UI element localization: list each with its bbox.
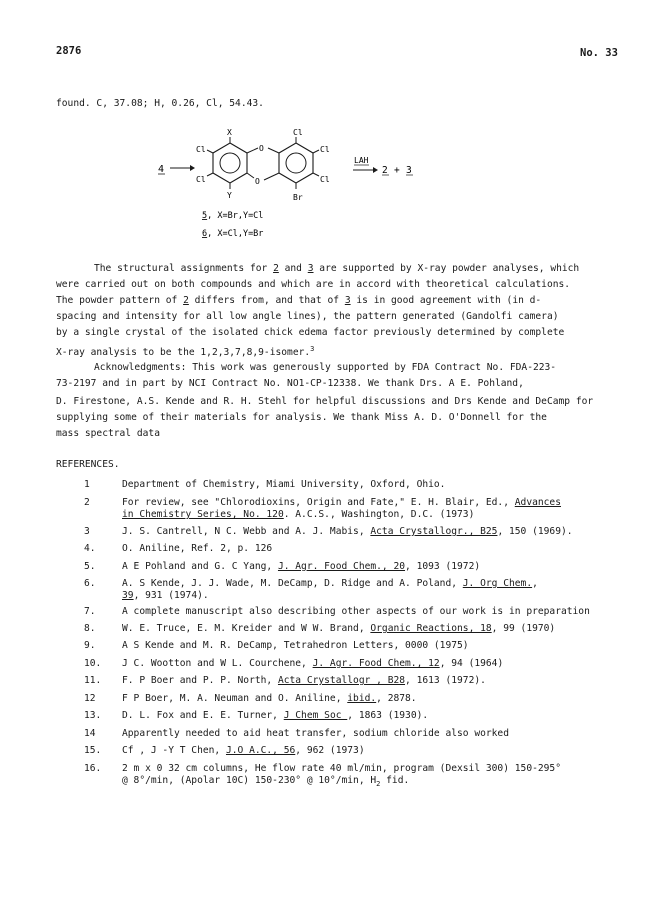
atom-y: Y — [227, 191, 232, 200]
atom-cl-right-upper: Cl — [320, 145, 330, 154]
atom-cl-left-upper: Cl — [196, 145, 206, 154]
ack-line5: mass spectral data — [56, 428, 160, 439]
ack-line1: Acknowledgments: This work was generously supported by FDA Contract No. FDA-223- — [94, 362, 557, 373]
atom-cl-right-lower: Cl — [320, 175, 330, 184]
reaction-scheme — [150, 128, 450, 248]
references-heading: REFERENCES. — [56, 459, 120, 470]
ack-line3: D. Firestone, A.S. Kende and R. H. Stehl for helpful discussions and Drs Kende and DeCamp for — [56, 396, 594, 407]
para1-line6: X-ray analysis to be the 1,2,3,7,8,9-isomer.$^3$ — [56, 345, 315, 359]
issue-number: No. 33 — [580, 47, 618, 59]
compound-5-label: 5, X=Br,Y=Cl — [202, 211, 264, 221]
para1-line1: The structural assignments for 2 and 3 are supported by X-ray powder analyses, which — [94, 263, 580, 274]
para1-line4: spacing and intensity for all low angle lines), the pattern generated (Gandolfi camera) — [56, 311, 559, 322]
reactant-number: 4 — [158, 164, 165, 175]
atom-cl-top: Cl — [293, 128, 303, 137]
compound-6-label: 6, X=Cl,Y=Br — [202, 229, 264, 239]
para1-line5: by a single crystal of the isolated chick edema factor previously determined by complete — [56, 327, 565, 338]
right-benzene-ring — [279, 143, 313, 183]
product-plus: + — [394, 165, 400, 176]
atom-br-bottom: Br — [293, 193, 303, 202]
intro-line: found. C, 37.08; H, 0.26, Cl, 54.43. — [56, 98, 264, 109]
ack-line2: 73-2197 and in part by NCI Contract No. NO1-CP-12338. We thank Drs. A E. Pohland, — [56, 378, 524, 389]
oxygen-bottom: O — [255, 177, 260, 186]
ack-line4: supplying some of their materials for analysis. We thank Miss A. D. O'Donnell for the — [56, 412, 547, 423]
oxygen-top: O — [259, 144, 264, 153]
product-3: 3 — [406, 165, 412, 176]
atom-cl-left-lower: Cl — [196, 175, 206, 184]
page-number: 2876 — [56, 45, 82, 57]
atom-x: X — [227, 128, 232, 137]
product-2: 2 — [382, 165, 388, 176]
reagent-label: LAH — [354, 156, 369, 165]
para1-line3: The powder pattern of 2 differs from, and that of 3 is in good agreement with (in d- — [56, 295, 542, 306]
journal-page: 2876 No. 33 found. C, 37.08; H, 0.26, Cl, 54.43. 4 O O X Y Cl Cl Cl Cl Cl Br LAH 2 + 3 5, X=Br,Y=Cl 6, X=Cl,Y=Br The structural assignments for 2 and 3 are supported by X-ray powder analyses, which were carried out on both compounds and which are in accord with theoretical calculations. The powder pattern of 2 differs from, and that of 3 is in good agreement with (in d- spacing and intensity for all low angle lines), the pattern generated (Gandolfi camera) by a single crystal of the isolated chick edema factor previously determined by complete X-ray analysis to be the 1,2,3,7,8,9-isomer.$^3$ Acknowledgments: This work was generously supported by FDA Contract No. FDA-223- 73-2197 and in part by NCI Contract No. NO1-CP-12338. We thank Drs. A E. Pohland, D. Firestone, A.S. Kende and R. H. Stehl for helpful discussions and Drs Kende and DeCamp for supplying some of their materials for analysis. We thank Miss A. D. O'Donnell for the mass spectral data REFERENCES. 1 Department of Chemistry, Miami University, Oxford, Ohio. 2 For review, see "Chlorodioxins, Origin and Fate," E. H. Blair, Ed., Advances in Chemistry Series, No. 120. A.C.S., Washington, D.C. (1973) 3 J. S. Cantrell, N C. Webb and A. J. Mabis, Acta Crystallogr., B25, 150 (1969). 4. O. Aniline, Ref. 2, p. 126 5. A E Pohland and G. C Yang, J. Agr. Food Chem., 20, 1093 (1972) 6. A. S Kende, J. J. Wade, M. DeCamp, D. Ridge and A. Poland, J. Org Chem., 39, 931 (1974). 7. A complete manuscript also describing other aspects of our work is in preparation 8. W. E. Truce, E. M. Kreider and W W. Brand, Organic Reactions, 18, 99 (1970) 9. A S Kende and M. R. DeCamp, Tetrahedron Letters, 0000 (1975) 10. J C. Wootton and W L. Courchene, J. Agr. Food Chem., 12, 94 (1964) 11. F. P Boer and P. P. North, Acta Crystallogr , B28, 1613 (1972). 12 F P Boer, M. A. Neuman and O. Aniline, ibid., 2878. 13. D. L. Fox and E. E. Turner, J Chem Soc , 1863 (1930). 14 Apparently needed to aid heat transfer, sodium chloride also worked 15. Cf , J -Y T Chen, J.O A.C., 56, 962 (1973) 16. 2 m x 0 32 cm columns, He flow rate 40 ml/min, program (Dexsil 300) 150-295° @ 8°/min, (Apolar 10C) 150-230° @ 10°/min, $H_2$ fid. — [56, 45, 618, 788]
para1-line2: were carried out on both compounds and which are in accord with theoretical calculations. — [56, 279, 571, 290]
left-benzene-ring — [213, 143, 247, 183]
